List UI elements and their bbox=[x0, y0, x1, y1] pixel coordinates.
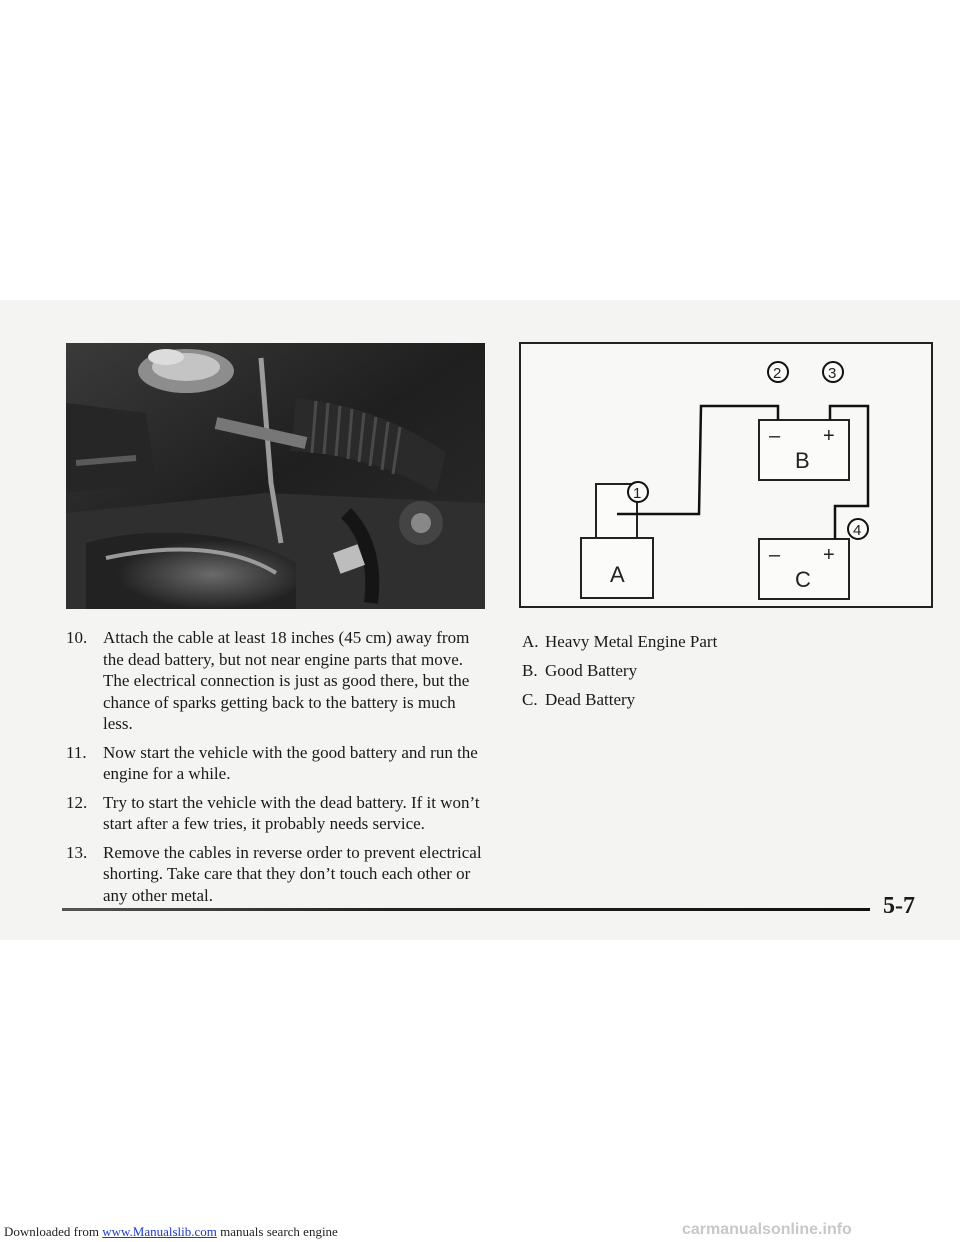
callout-4 bbox=[848, 519, 868, 539]
legend-text: Dead Battery bbox=[545, 690, 636, 709]
svg-text:1: 1 bbox=[633, 485, 642, 502]
svg-text:2: 2 bbox=[773, 365, 782, 382]
legend-item bbox=[522, 660, 902, 689]
download-prefix: Downloaded from bbox=[4, 1224, 99, 1239]
step-item bbox=[66, 842, 486, 907]
legend-letter: B. bbox=[522, 661, 538, 680]
engine-bay-photo bbox=[66, 343, 485, 609]
step-number: 13. bbox=[66, 842, 88, 862]
download-banner bbox=[4, 1224, 338, 1240]
legend-text: Good Battery bbox=[545, 661, 638, 680]
good-battery-block-b bbox=[759, 420, 849, 480]
svg-text:3: 3 bbox=[828, 365, 837, 382]
svg-text:4: 4 bbox=[853, 522, 862, 539]
step-item bbox=[66, 742, 486, 785]
legend-item bbox=[522, 631, 902, 660]
download-suffix: manuals search engine bbox=[220, 1224, 338, 1239]
step-text: Attach the cable at least 18 inches (45 cm) away from the dead battery, but not near engine parts that move. The electrical connection is just as good there, but the chance of sparks getting back to the battery is much less. bbox=[103, 628, 470, 733]
dead-battery-block-c bbox=[759, 539, 849, 599]
battery-b-plus: + bbox=[823, 425, 835, 447]
page-number: 5-7 bbox=[883, 893, 915, 919]
step-text: Remove the cables in reverse order to prevent electrical shorting. Take care that they don’t touch each other or any other metal. bbox=[103, 842, 482, 905]
step-text: Try to start the vehicle with the dead battery. If it won’t start after a few tries, it probably needs service. bbox=[103, 792, 480, 833]
callout-1 bbox=[628, 482, 648, 502]
legend-item bbox=[522, 689, 902, 718]
manualslib-link[interactable]: www.Manualslib.com bbox=[102, 1224, 217, 1239]
legend-text: Heavy Metal Engine Part bbox=[545, 632, 718, 651]
battery-c-minus: – bbox=[769, 544, 781, 566]
block-a-label: A bbox=[610, 562, 625, 587]
step-text: Now start the vehicle with the good battery and run the engine for a while. bbox=[103, 742, 478, 783]
diagram-legend bbox=[522, 631, 902, 718]
procedure-steps bbox=[66, 627, 486, 913]
step-number: 11. bbox=[66, 742, 87, 762]
callout-2 bbox=[768, 362, 788, 382]
step-number: 10. bbox=[66, 628, 88, 647]
legend-letter: C. bbox=[522, 690, 538, 709]
block-c-label: C bbox=[795, 567, 811, 592]
step-number: 12. bbox=[66, 792, 88, 812]
jump-start-diagram bbox=[519, 342, 933, 608]
footer-rule bbox=[62, 908, 870, 911]
step-item bbox=[66, 627, 486, 735]
block-b-label: B bbox=[795, 448, 810, 473]
battery-c-plus: + bbox=[823, 544, 835, 566]
step-item bbox=[66, 792, 486, 835]
callout-3 bbox=[823, 362, 843, 382]
legend-letter: A. bbox=[522, 632, 539, 651]
watermark: carmanualsonline.info bbox=[682, 1221, 852, 1238]
battery-b-minus: – bbox=[769, 425, 781, 447]
